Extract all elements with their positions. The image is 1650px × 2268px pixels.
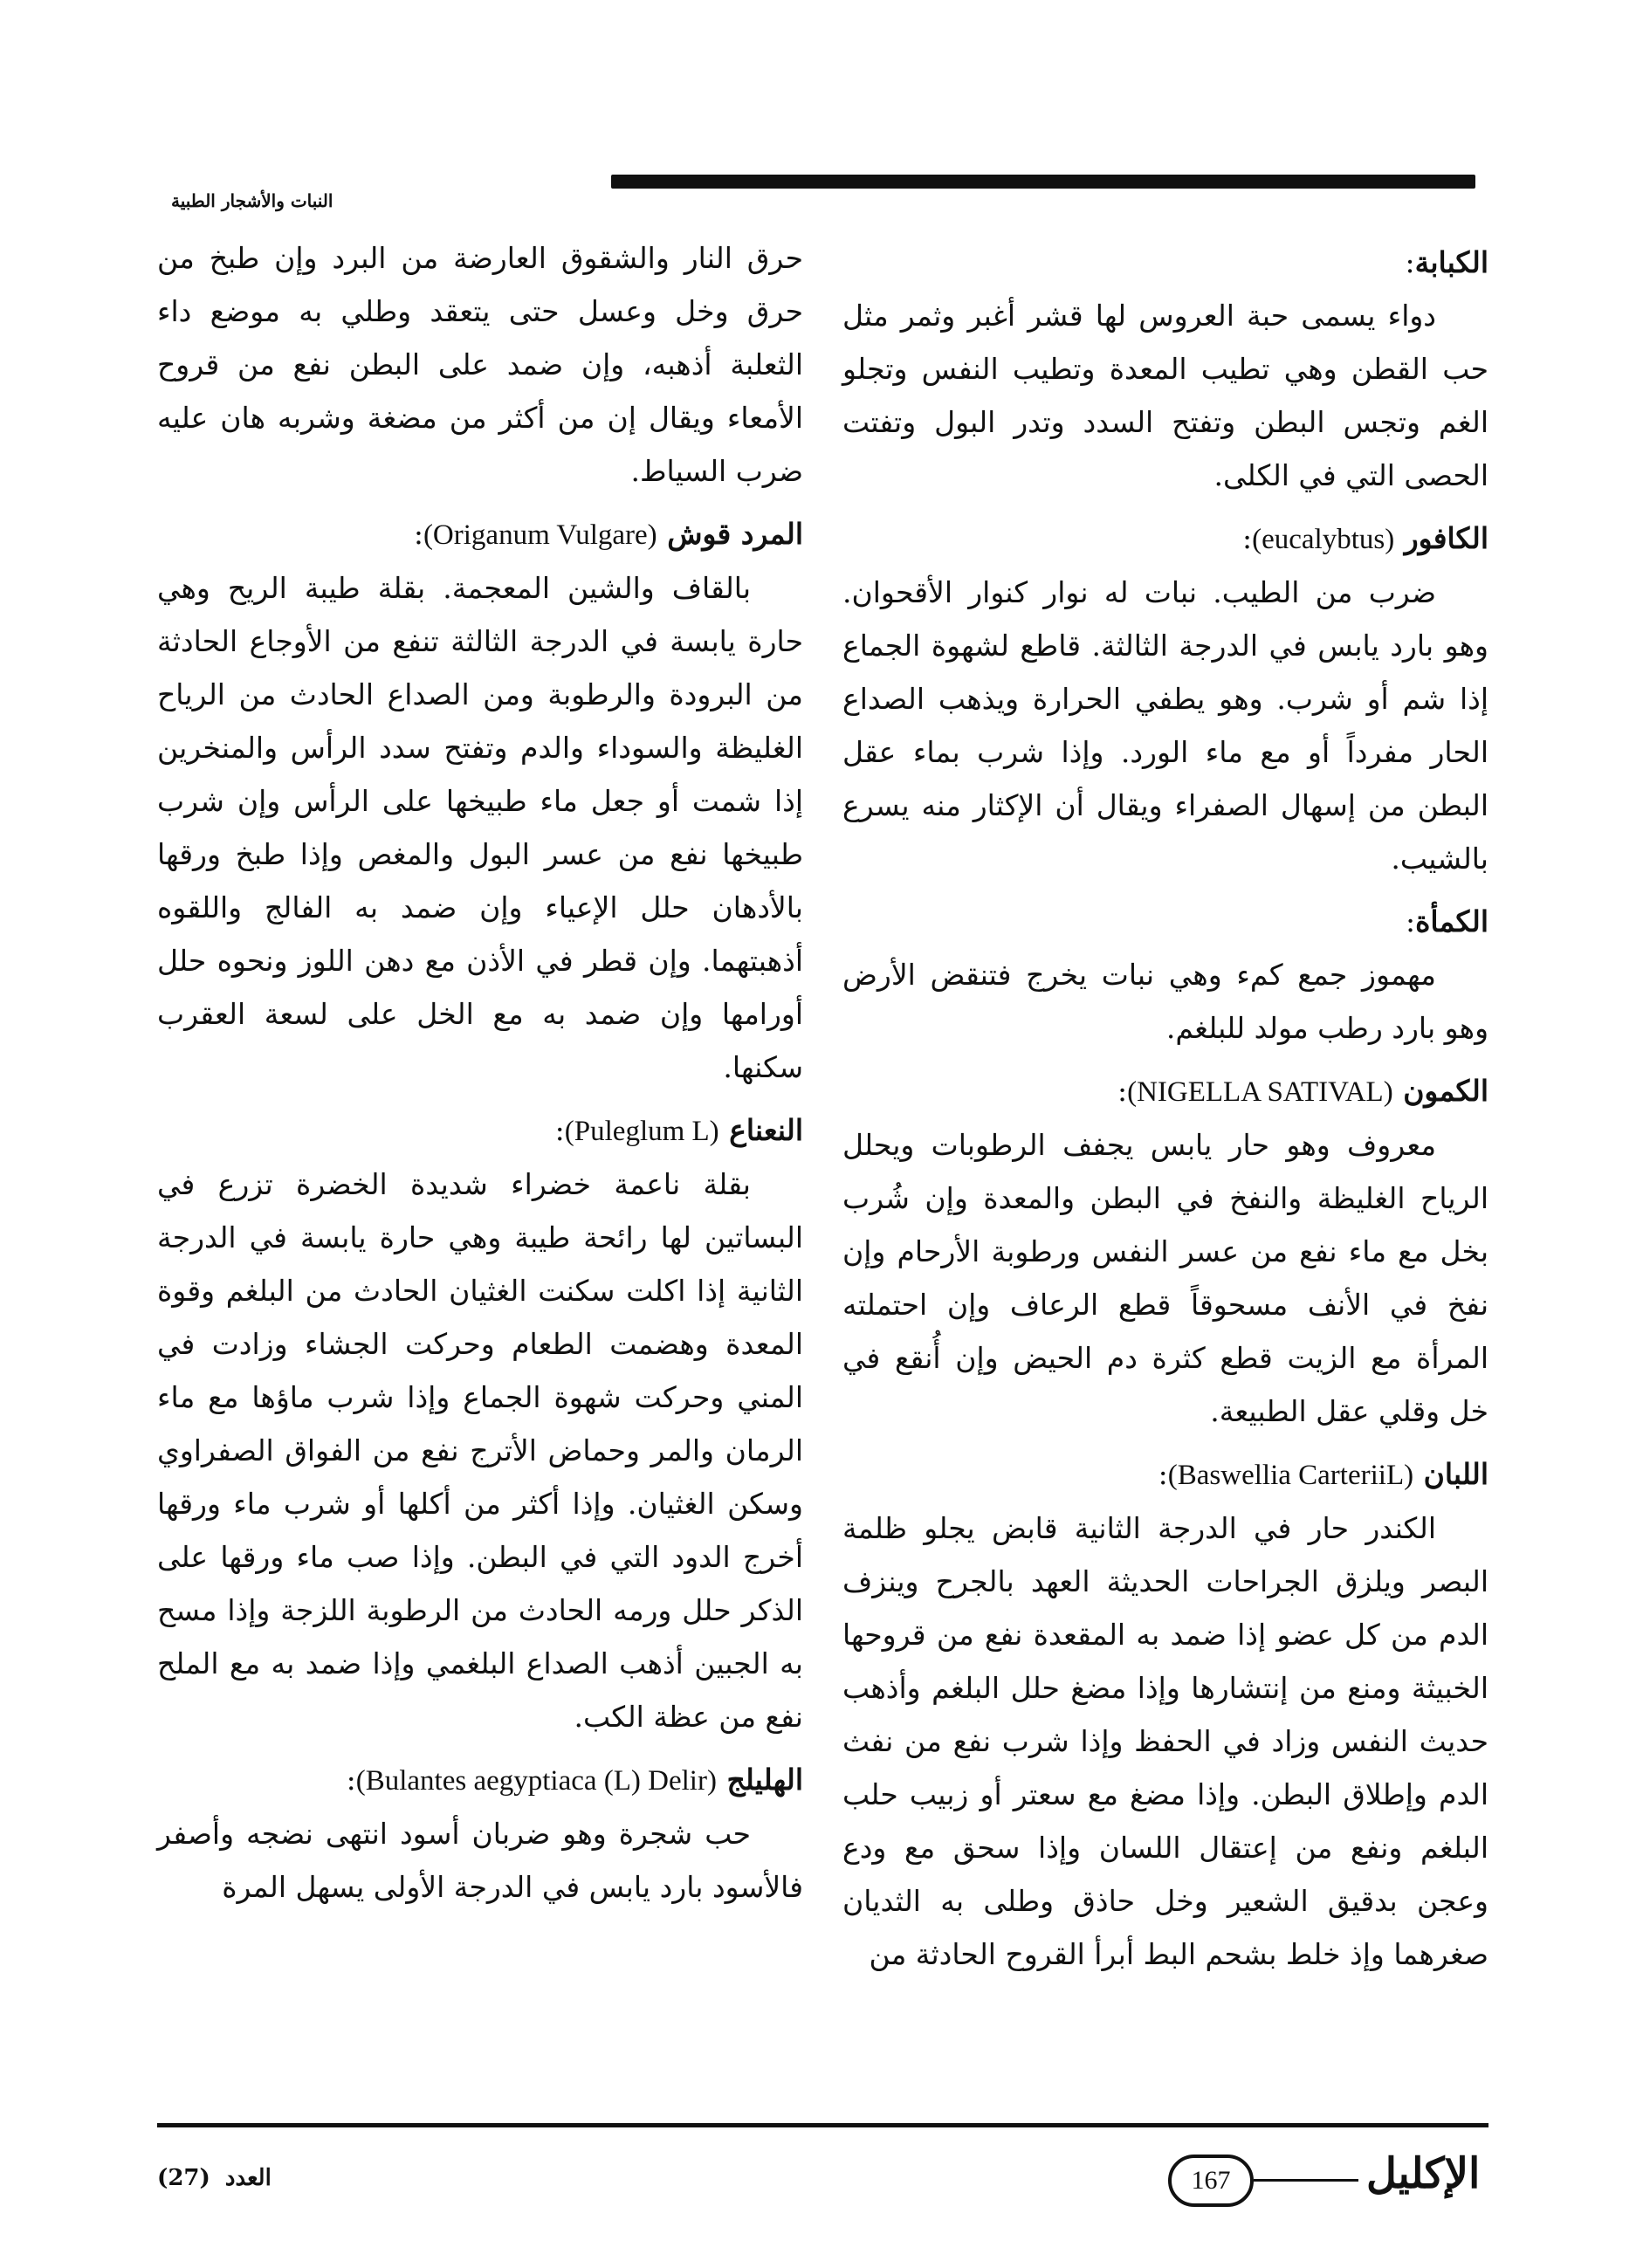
entry-paragraph: دواء يسمى حبة العروس لها قشر أغبر وثمر مثل حب القطن وهي تطيب المعدة وتطيب النفس وتجلو الغم وتجس البطن وتفتح السدد وتدر البول وتفتت الحصى التي في الكلى. bbox=[842, 299, 1488, 492]
entry-heading: الكمون (NIGELLA SATIVAL): bbox=[1117, 1074, 1488, 1108]
entry-title: الهليلج bbox=[726, 1763, 803, 1797]
footer-rule bbox=[157, 2123, 1488, 2127]
entry-latin-name: (eucalybtus) bbox=[1252, 524, 1395, 555]
entry-heading: المرد قوش (Origanum Vulgare): bbox=[413, 517, 803, 551]
header-rule bbox=[611, 175, 1475, 189]
right-column bbox=[842, 231, 1488, 1993]
issue-number: (27) bbox=[157, 2165, 210, 2191]
entry-paragraph: بالقاف والشين المعجمة. بقلة طيبة الريح وهي حارة يابسة في الدرجة الثالثة تنفع من الأوجاع الحادثة من البرودة والرطوبة ومن الصداع الحادث من الرياح الغليظة والسوداء والدم وتفتح سدد الرأس والمنخرين إذا شمت أو جعل ماء طبيخها على الرأس وإن شرب طبيخها نفع من عسر البول والمغص وإذا طبخ ورقها بالأدهان حلل الإعياء وإن ضمد به الفالج واللقوه أذهبتهما. وإن قطر في الأذن مع دهن اللوز ونحوه حلل أورامها وإن ضمد به مع الخل على لسعة العقرب سكنها. bbox=[157, 571, 803, 1084]
entry-heading: النعناع (Puleglum L): bbox=[554, 1113, 803, 1147]
entry-title: الكمون bbox=[1403, 1074, 1488, 1108]
issue-label-text: العدد bbox=[224, 2165, 272, 2191]
entry-latin-name: (NIGELLA SATIVAL) bbox=[1127, 1076, 1393, 1108]
entry-paragraph: مهموز جمع كمء وهي نبات يخرج فتنقض الأرض وهو بارد رطب مولد للبلغم. bbox=[842, 958, 1488, 1045]
entry-paragraph: معروف وهو حار يابس يجفف الرطوبات ويحلل الرياح الغليظة والنفخ في البطن والمعدة وإن شُرب بخل مع ماء نفع من عسر النفس ورطوبة الأرحام وإن نفخ في الأنف مسحوقاً قطع الرعاف وإن احتملته المرأة مع الزيت قطع كثرة دم الحيض وإن أُنقع في خل وقلي عقل الطبيعة. bbox=[842, 1128, 1488, 1428]
entry-title: الكبابة bbox=[1414, 245, 1488, 279]
entry-heading: الكافور (eucalybtus): bbox=[1242, 521, 1488, 555]
entry-title: اللبان bbox=[1423, 1457, 1488, 1491]
entry-heading: الكبابة: bbox=[1405, 245, 1488, 279]
entry-latin-name: (Baswellia CarteriiL) bbox=[1167, 1460, 1414, 1491]
page-number: 167 bbox=[1168, 2155, 1254, 2207]
entry-paragraph: ضرب من الطيب. نبات له نوار كنوار الأقحوان. وهو بارد يابس في الدرجة الثالثة. قاطع لشهوة الجماع إذا شم أو شرب. وهو يطفي الحرارة ويذهب الصداع الحار مفرداً أو مع ماء الورد. وإذا شرب بماء عقل البطن من إسهال الصفراء ويقال أن الإكثار منه يسرع بالشيب. bbox=[842, 575, 1488, 876]
entry-title: النعناع bbox=[729, 1113, 803, 1147]
entry-latin-name: (Origanum Vulgare) bbox=[423, 519, 657, 551]
entry-paragraph: حب شجرة وهو ضربان أسود انتهى نضجه وأصفر فالأسود بارد يابس في الدرجة الأولى يسهل المرة bbox=[157, 1817, 803, 1904]
entry-heading: اللبان (Baswellia CarteriiL): bbox=[1158, 1457, 1488, 1491]
magazine-logo: الإكليل bbox=[1366, 2149, 1481, 2198]
entry-latin-name: (Bulantes aegyptiaca (L) Delir) bbox=[355, 1765, 717, 1797]
entry-title: الكمأة bbox=[1415, 904, 1488, 938]
entry-paragraph: الكندر حار في الدرجة الثانية قابض يجلو ظلمة البصر ويلزق الجراحات الحديثة العهد بالجرح وينزف الدم من كل عضو إذا ضمد به المقعدة نفع من قروحها الخبيثة ومنع من إنتشارها وإذا مضغ حلل البلغم وأذهب حديث النفس وزاد في الحفظ وإذا شرب نفع من نفث الدم وإطلاق البطن. وإذا مضغ مع سعتر أو زبيب حلب البلغم ونفع من إعتقال اللسان وإذا سحق مع ودع وعجن بدقيق الشعير وخل حاذق وطلى به الثديان صغرهما وإذ خلط بشحم البط أبرأ القروح الحادثة من bbox=[842, 1511, 1488, 1971]
entry-paragraph: حرق النار والشقوق العارضة من البرد وإن طبخ من حرق وخل وعسل حتى يتعقد وطلي به موضع داء الثعلبة أذهبه، وإن ضمد على البطن نفع من قروح الأمعاء ويقال إن من أكثر من مضغة وشربه هان عليه ضرب السياط. bbox=[157, 241, 803, 488]
entry-paragraph: بقلة ناعمة خضراء شديدة الخضرة تزرع في البساتين لها رائحة طيبة وهي حارة يابسة في الدرجة الثانية إذا اكلت سكنت الغثيان الحادث من البلغم وقوة المعدة وهضمت الطعام وحركت الجشاء وزادت في المني وحركت شهوة الجماع وإذا شرب ماؤها مع ماء الرمان والمر وحماض الأترج نفع من الفواق الصفراوي وسكن الغثيان. وإذا أكثر من أكلها أو شرب ماء ورقها أخرج الدود التي في البطن. وإذا صب ماء ورقها على الذكر حلل ورمه الحادث من الرطوبة اللزجة وإذا مسح به الجبين أذهب الصداع البلغمي وإذا ضمد به مع الملح نفع من عظة الكب. bbox=[157, 1167, 804, 1734]
entry-title: الكافور bbox=[1404, 521, 1488, 555]
issue-label bbox=[157, 2165, 278, 2191]
left-column bbox=[157, 231, 803, 1926]
footer-dash bbox=[1254, 2179, 1358, 2182]
entry-title: المرد قوش bbox=[667, 517, 803, 551]
running-header: النبات والأشجار الطبية bbox=[171, 190, 333, 211]
entry-latin-name: (Puleglum L) bbox=[564, 1116, 719, 1147]
entry-heading: الكمأة: bbox=[1406, 904, 1488, 938]
entry-heading: الهليلج (Bulantes aegyptiaca (L) Delir): bbox=[346, 1763, 803, 1797]
